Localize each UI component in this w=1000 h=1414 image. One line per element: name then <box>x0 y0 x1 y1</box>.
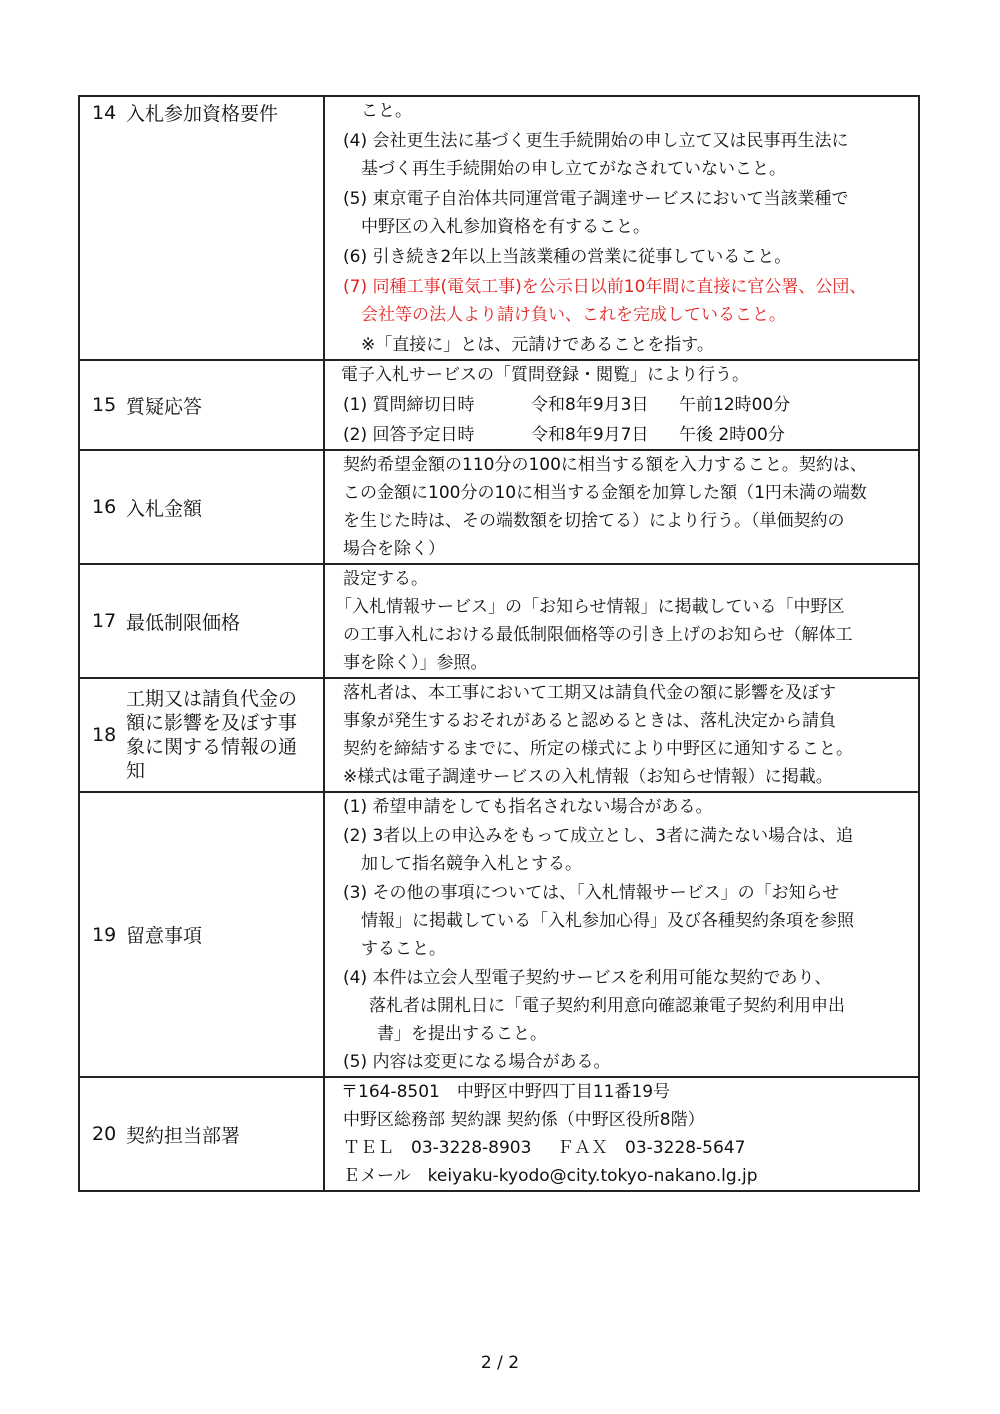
table-row <box>79 564 919 678</box>
row-label-cell <box>79 96 324 360</box>
row-label-line: 象に関する情報の通 <box>126 736 298 758</box>
row-content-cell <box>324 450 919 564</box>
row-label-cell <box>79 792 324 1077</box>
content-line: 落札者は開札日に「電子契約利用意向確認兼電子契約利用申出 <box>369 996 845 1016</box>
content-line: (5) 内容は変更になる場合がある。 <box>343 1052 611 1072</box>
content-line: 中野区総務部 契約課 契約係（中野区役所8階） <box>343 1110 705 1130</box>
table-row <box>79 678 919 792</box>
content-line: の工事入札における最低制限価格等の引き上げのお知らせ（解体工 <box>343 625 853 645</box>
row-number: 19 <box>92 923 117 946</box>
table-row <box>79 450 919 564</box>
row-label-line: 知 <box>126 760 146 782</box>
content-line: 契約希望金額の110分の100に相当する額を入力すること。契約は、 <box>343 455 867 475</box>
content-line: (2) 3者以上の申込みをもって成立とし、3者に満たない場合は、追 <box>343 826 854 846</box>
spec-table <box>78 95 920 1192</box>
row-label-cell <box>79 678 324 792</box>
deadline-label: (1) 質問締切日時 <box>343 395 475 415</box>
deadline-date: 令和8年9月3日 <box>531 395 649 415</box>
row-label-cell <box>79 564 324 678</box>
row-number: 14 <box>92 101 117 124</box>
content-line-deadline <box>343 391 912 419</box>
row-label: 質疑応答 <box>126 395 203 418</box>
row-label: 最低制限価格 <box>126 611 241 634</box>
content-line: 基づく再生手続開始の申し立てがなされていないこと。 <box>361 159 786 179</box>
table-row <box>79 1077 919 1191</box>
row-label-line: 工期又は請負代金の <box>126 688 298 710</box>
deadline-time: 午前12時00分 <box>679 395 791 415</box>
content-line: (3) その他の事項については、「入札情報サービス」の「お知らせ <box>343 883 840 903</box>
answer-time: 午後 2時00分 <box>679 425 785 445</box>
content-line: 設定する。 <box>343 569 428 589</box>
content-line: すること。 <box>361 939 446 959</box>
content-line: を生じた時は、その端数額を切捨てる）により行う。（単価契約の <box>343 511 845 531</box>
content-line: 契約を締結するまでに、所定の様式により中野区に通知すること。 <box>343 739 853 759</box>
row-content-cell <box>324 678 919 792</box>
content-line: この金額に100分の10に相当する金額を加算した額（1円未満の端数 <box>343 483 867 503</box>
content-line: 中野区の入札参加資格を有すること。 <box>361 217 650 237</box>
row-number: 18 <box>92 724 117 746</box>
row-number: 16 <box>92 496 117 518</box>
row-content-cell <box>324 792 919 1077</box>
page-number: 2 / 2 <box>480 1353 520 1373</box>
row-label: 契約担当部署 <box>126 1124 241 1147</box>
content-line: 情報」に掲載している「入札参加心得」及び各種契約条項を参照 <box>361 911 854 931</box>
content-line: 加して指名競争入札とする。 <box>361 854 582 874</box>
content-line: 落札者は、本工事において工期又は請負代金の額に影響を及ぼす <box>343 683 836 703</box>
table-row <box>79 96 919 360</box>
content-line: ※「直接に」とは、元請けであることを指す。 <box>361 335 714 355</box>
content-line: (5) 東京電子自治体共同運営電子調達サービスにおいて当該業種で <box>343 189 849 209</box>
phone-number: ＴＥＬ 03-3228-8903 <box>343 1138 532 1158</box>
row-number: 17 <box>92 610 117 632</box>
answer-date: 令和8年9月7日 <box>531 425 649 445</box>
row-number: 15 <box>92 394 117 416</box>
row-content-cell <box>324 360 919 450</box>
table-row <box>79 792 919 1077</box>
content-line: ※様式は電子調達サービスの入札情報（お知らせ情報）に掲載。 <box>343 767 833 787</box>
row-label-cell <box>79 1077 324 1191</box>
answer-label: (2) 回答予定日時 <box>343 425 475 445</box>
content-line: こと。 <box>361 101 412 121</box>
row-label <box>126 687 297 783</box>
content-line: 「入札情報サービス」の「お知らせ情報」に掲載している「中野区 <box>335 597 845 617</box>
content-line-highlight: 会社等の法人より請け負い、これを完成していること。 <box>361 305 786 325</box>
content-line: (4) 本件は立会人型電子契約サービスを利用可能な契約であり、 <box>343 968 832 988</box>
row-content-cell <box>324 564 919 678</box>
table-row <box>79 360 919 450</box>
content-line: 場合を除く） <box>343 539 445 559</box>
row-content-cell <box>324 96 919 360</box>
row-label-cell <box>79 360 324 450</box>
email-address: Ｅメール keiyaku-kyodo@city.tokyo-nakano.lg.jp <box>343 1166 758 1186</box>
row-label: 入札金額 <box>126 497 203 520</box>
content-line: 事を除く）」参照。 <box>343 653 488 673</box>
row-content-cell <box>324 1077 919 1191</box>
fax-number: ＦＡＸ 03-3228-5647 <box>557 1138 746 1158</box>
content-line-highlight: (7) 同種工事(電気工事)を公示日以前10年間に直接に官公署、公団、 <box>343 277 867 297</box>
content-line: (6) 引き続き2年以上当該業種の営業に従事していること。 <box>343 247 792 267</box>
row-label: 入札参加資格要件 <box>126 103 279 125</box>
content-line: (4) 会社更生法に基づく更生手続開始の申し立て又は民事再生法に <box>343 131 849 151</box>
row-label-cell <box>79 450 324 564</box>
content-line-answer <box>343 421 912 449</box>
row-label-line: 額に影響を及ぼす事 <box>126 712 298 734</box>
content-line: (1) 希望申請をしても指名されない場合がある。 <box>343 797 713 817</box>
row-number: 20 <box>92 1123 117 1145</box>
content-line: 書」を提出すること。 <box>377 1024 547 1044</box>
content-line: 事象が発生するおそれがあると認めるときは、落札決定から請負 <box>343 711 836 731</box>
content-line: 〒164-8501 中野区中野四丁目11番19号 <box>341 1082 671 1102</box>
row-label: 留意事項 <box>126 925 203 947</box>
content-line: 電子入札サービスの「質問登録・閲覧」により行う。 <box>341 365 749 385</box>
content-line-phone-fax <box>343 1134 912 1162</box>
